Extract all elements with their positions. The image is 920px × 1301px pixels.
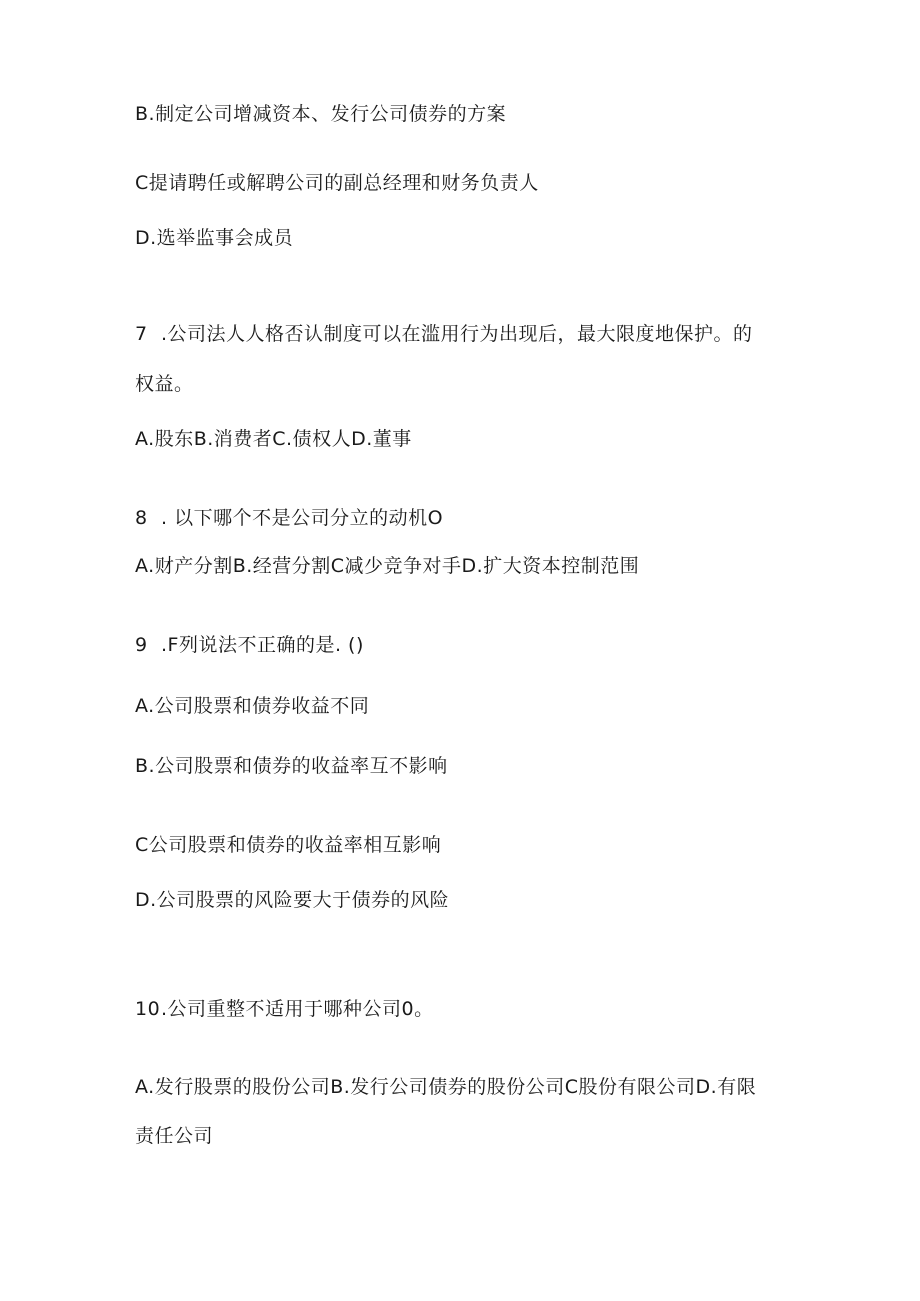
question-text: .F列说法不正确的是. (): [161, 634, 364, 656]
options-text: A.财产分割B.经营分割C减少竞争对手D.扩大资本控制范围: [135, 555, 640, 577]
options-text: A.发行股票的股份公司B.发行公司债券的股份公司C股份有限公司D.有限: [135, 1076, 757, 1098]
options-q7: [135, 427, 412, 451]
option-b-q9: [135, 754, 448, 778]
option-text: D.选举监事会成员: [135, 227, 294, 249]
option-b-q6: [135, 102, 506, 126]
question-9: [135, 633, 364, 657]
question-number: 7: [135, 323, 148, 345]
option-text: C公司股票和债券的收益率相互影响: [135, 834, 442, 856]
options-q10: [135, 1075, 756, 1099]
question-8: [135, 506, 443, 530]
option-c-q9: [135, 833, 441, 857]
question-text: .公司法人人格否认制度可以在滥用行为出现后，最大限度地保护。的: [161, 323, 753, 345]
question-text: .公司重整不适用于哪种公司0。: [161, 998, 434, 1020]
option-text: C提请聘任或解聘公司的副总经理和财务负责人: [135, 172, 539, 194]
option-d-q9: [135, 888, 449, 912]
question-number: 9: [135, 634, 148, 656]
options-text: 责任公司: [135, 1125, 214, 1147]
option-text: D.公司股票的风险要大于债券的风险: [135, 889, 450, 911]
question-text: 权益。: [135, 373, 194, 395]
option-d-q6: [135, 226, 293, 250]
option-c-q6: [135, 171, 539, 195]
option-a-q9: [135, 694, 369, 718]
question-text: . 以下哪个不是公司分立的动机O: [161, 507, 444, 529]
question-7: [135, 322, 753, 346]
options-text: A.股东B.消费者C.债权人D.董事: [135, 428, 412, 450]
option-text: B.制定公司增减资本、发行公司债券的方案: [135, 103, 507, 125]
question-7-continuation: [135, 372, 194, 396]
options-q8: [135, 554, 639, 578]
question-10: [135, 997, 434, 1021]
question-number: 10: [135, 998, 161, 1020]
options-q10-continuation: [135, 1124, 213, 1148]
option-text: B.公司股票和债券的收益率互不影响: [135, 755, 448, 777]
question-number: 8: [135, 507, 148, 529]
option-text: A.公司股票和债券收益不同: [135, 695, 370, 717]
